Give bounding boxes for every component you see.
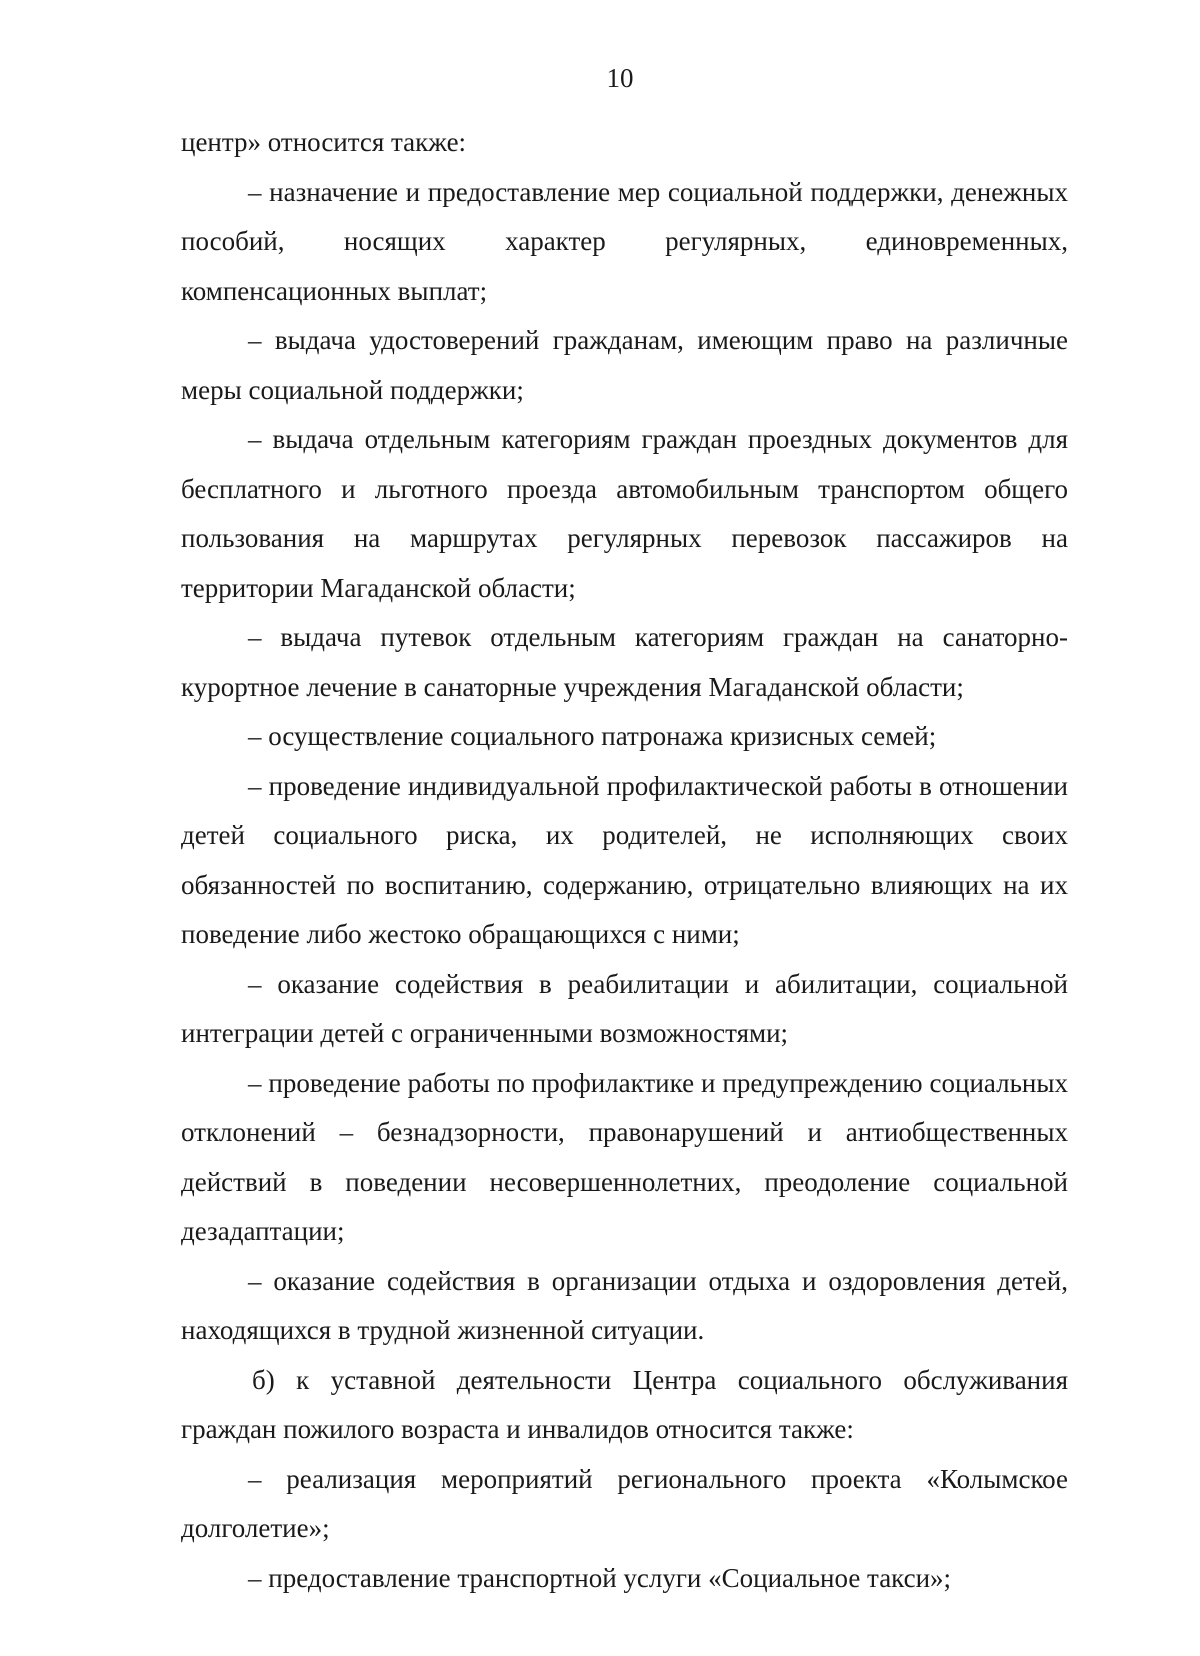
paragraph-section-b: б) к уставной деятельности Центра социального обслуживания граждан пожилого возраста и инвалидов относится также: [181,1364,1068,1444]
list-item-travel-documents: – выдача отдельным категориям граждан проездных документов для бесплатного и льготного проезда автомобильным транспортом общего пользования на маршрутах регулярных перевозок пассажиров на территории Магаданской области; [181,424,1068,603]
list-item-benefits: – назначение и предоставление мер социальной поддержки, денежных пособий, носящих характер регулярных, единовременных, компенсационных выплат; [181,176,1068,306]
list-item-family-patronage: – осуществление социального патронажа кризисных семей; [248,721,937,751]
list-item-kolyma-longevity: – реализация мероприятий регионального проекта «Колымское долголетие»; [181,1463,1068,1543]
list-item-prevention-work: – проведение индивидуальной профилактической работы в отношении детей социального риска, их родителей, не исполняющих своих обязанностей по воспитанию, содержанию, отрицательно влияющих на их поведение либо жестоко обращающихся с ними; [181,770,1068,949]
list-item-certificates: – выдача удостоверений гражданам, имеющим право на различные меры социальной поддержки; [181,325,1068,405]
page-number: 10 [606,63,634,93]
document-body [181,118,1068,1603]
list-item-deviation-prevention: – проведение работы по профилактике и предупреждению социальных отклонений – безнадзорности, правонарушений и антиобщественных действий в поведении несовершеннолетних, преодоление социальной дезадаптации; [181,1067,1068,1246]
list-item-social-taxi: – предоставление транспортной услуги «Социальное такси»; [248,1562,952,1593]
list-item-children-recreation: – оказание содействия в организации отдыха и оздоровления детей, находящихся в трудной жизненной ситуации. [181,1265,1068,1345]
list-item-rehabilitation: – оказание содействия в реабилитации и абилитации, социальной интеграции детей с ограниченными возможностями; [181,968,1068,1048]
list-item-sanatorium-vouchers: – выдача путевок отдельным категориям граждан на санаторно-курортное лечение в санаторные учреждения Магаданской области; [181,622,1068,702]
paragraph-intro: центр» относится также: [181,127,467,157]
